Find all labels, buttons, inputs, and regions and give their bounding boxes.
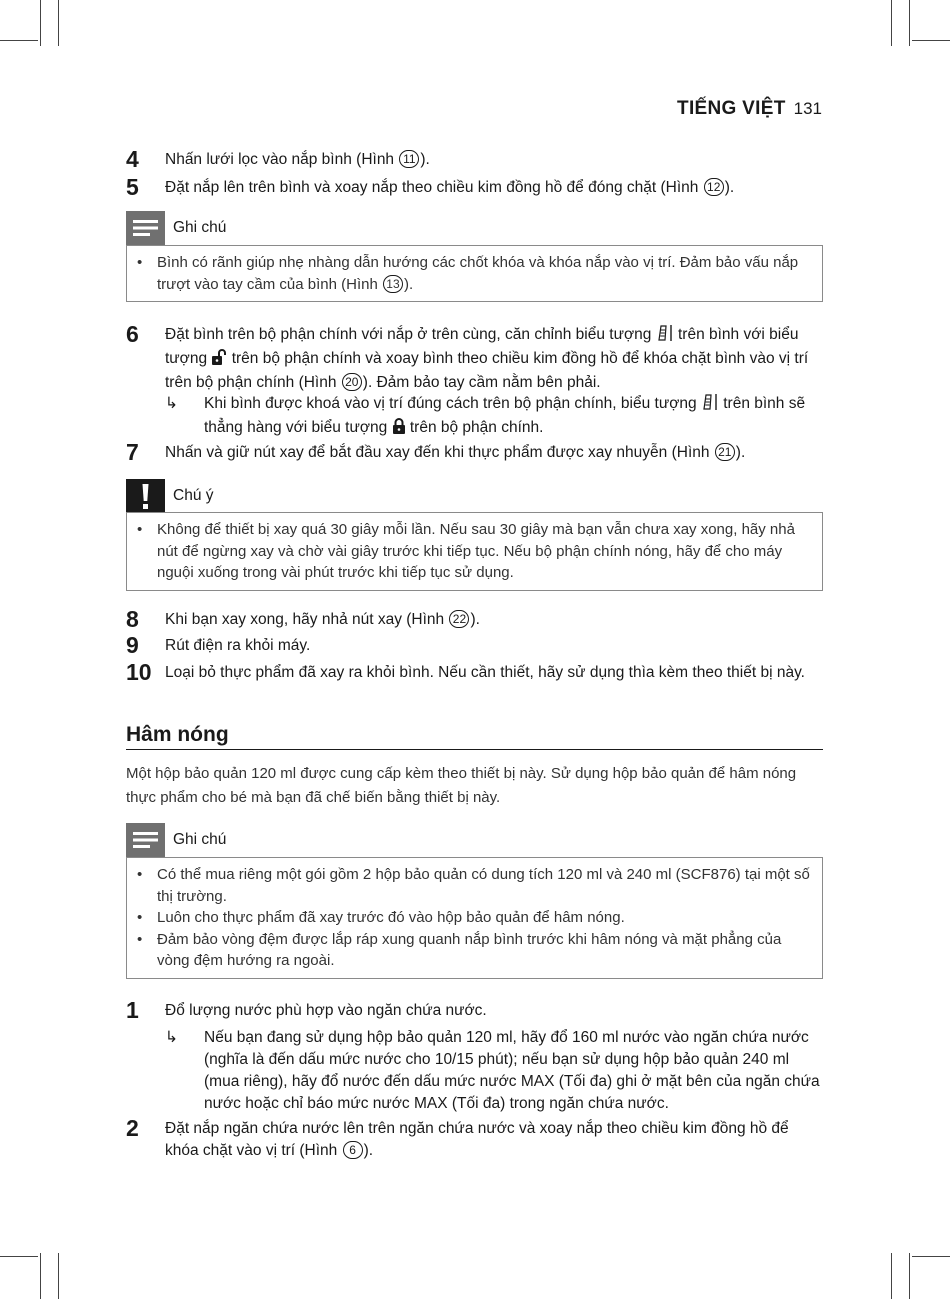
crop-mark [40, 0, 41, 46]
lock-icon [392, 418, 406, 441]
figure-ref: 20 [342, 373, 362, 391]
step-text: Đổ lượng nước phù hợp vào ngăn chứa nước. [165, 1002, 487, 1019]
note-box [126, 245, 823, 302]
step-number: 7 [126, 439, 139, 465]
caution-label: Chú ý [173, 487, 214, 504]
note-item: • Luôn cho thực phẩm đã xay trước đó vào hộp bảo quản để hâm nóng. [157, 907, 812, 929]
note-item [157, 252, 812, 295]
crop-mark [912, 40, 950, 41]
step-text: Rút điện ra khỏi máy. [165, 637, 311, 654]
figure-ref: 6 [343, 1141, 363, 1159]
caution-icon [126, 479, 165, 513]
jar-align-icon [656, 325, 674, 348]
step-text: Loại bỏ thực phẩm đã xay ra khỏi bình. Nếu cần thiết, hãy sử dụng thìa kèm theo thiết bị này. [165, 664, 805, 681]
step-6 [126, 321, 823, 394]
step-text-end: ). [735, 444, 746, 461]
note-header [126, 211, 823, 245]
step-7 [126, 439, 823, 465]
step-text-end: ). [420, 151, 430, 168]
jar-align-icon [701, 394, 719, 417]
step-5 [126, 174, 823, 200]
note-icon [126, 211, 165, 245]
step-text: Nhấn lưới lọc vào nắp bình (Hình [165, 151, 399, 168]
step-8 [126, 606, 823, 632]
step-text-end: ). [470, 611, 480, 628]
note-item: • Có thể mua riêng một gói gồm 2 hộp bảo quản có dung tích 120 ml và 240 ml (SCF876) tại một số thị trường. [157, 864, 812, 907]
note-box [126, 857, 823, 979]
step-text: Đặt nắp ngăn chứa nước lên trên ngăn chứa nước và xoay nắp theo chiều kim đồng hồ để khóa chặt vào vị trí (Hình [165, 1120, 789, 1159]
step-4 [126, 146, 823, 172]
step-6-result [165, 393, 823, 441]
step-number: 1 [126, 997, 139, 1023]
crop-mark [40, 1253, 41, 1299]
section-intro: Một hộp bảo quản 120 ml được cung cấp kèm theo thiết bị này. Sử dụng hộp bảo quản để hâm nóng thực phẩm cho bé mà bạn đã chế biến bằng thiết bị này. [126, 765, 797, 806]
step-text-2: trên bình với biểu tượng [165, 326, 799, 367]
note-label: Ghi chú [173, 219, 227, 236]
figure-ref: 22 [449, 610, 469, 628]
page-header [677, 98, 822, 120]
caution-header [126, 479, 823, 513]
crop-mark [909, 1253, 910, 1299]
note-icon [126, 823, 165, 857]
page-number: 131 [793, 99, 822, 118]
result-text-3: trên bộ phận chính. [405, 419, 544, 436]
note-header [126, 823, 823, 857]
step-text-4: ). Đảm bảo tay cầm nằm bên phải. [362, 374, 601, 391]
note-text-end: ). [403, 275, 414, 293]
figure-ref: 21 [715, 443, 735, 461]
step-number: 2 [126, 1115, 139, 1141]
step-text-end: ). [724, 179, 735, 196]
result-text-2: trên bình sẽ thẳng hàng với biểu tượng [204, 395, 806, 436]
step-number: 5 [126, 174, 139, 200]
result-text: Khi bình được khoá vào vị trí đúng cách trên bộ phận chính, biểu tượng [204, 395, 701, 412]
step-text: Nhấn và giữ nút xay để bắt đầu xay đến khi thực phẩm được xay nhuyễn (Hình [165, 444, 714, 461]
crop-mark [909, 0, 910, 46]
crop-mark [58, 0, 59, 46]
step-number: 4 [126, 146, 139, 172]
warm-step-2 [126, 1115, 823, 1162]
result-arrow-icon: ↳ [165, 395, 178, 412]
crop-mark [0, 40, 38, 41]
result-text: Nếu bạn đang sử dụng hộp bảo quản 120 ml, hãy đổ 160 ml nước vào ngăn chứa nước (nghĩa là đến dấu mức nước cho 10/15 phút); nếu bạn sử dụng hộp bảo quản 240 ml (mua riêng), hãy đổ nước đến dấu mức nước MAX (Tối đa) ghi ở mặt bên của ngăn chứa nước hoặc chỉ báo mức nước MAX (Tối đa) trong ngăn chứa nước. [204, 1029, 820, 1112]
step-text: Đặt nắp lên trên bình và xoay nắp theo chiều kim đồng hồ để đóng chặt (Hình [165, 179, 703, 196]
step-10 [126, 659, 823, 685]
section-title: Hâm nóng [126, 723, 823, 750]
step-number: 10 [126, 659, 152, 685]
result-arrow-icon: ↳ [165, 1029, 178, 1046]
figure-ref: 12 [704, 178, 724, 196]
figure-ref: 11 [399, 150, 419, 168]
crop-mark [891, 1253, 892, 1299]
caution-item: • Không để thiết bị xay quá 30 giây mỗi lần. Nếu sau 30 giây mà bạn vẫn chưa xay xong, hãy nhả nút để ngừng xay và chờ vài giây trước khi tiếp tục. Nếu bộ phận chính nóng, hãy để cho máy nguội xuống trong vài phút trước khi tiếp tục sử dụng. [157, 519, 812, 584]
step-number: 8 [126, 606, 139, 632]
step-number: 9 [126, 632, 139, 658]
figure-ref: 13 [383, 275, 403, 293]
step-text: Khi bạn xay xong, hãy nhả nút xay (Hình [165, 611, 449, 628]
crop-mark [58, 1253, 59, 1299]
step-9 [126, 632, 823, 658]
step-number: 6 [126, 321, 139, 347]
unlock-icon [211, 349, 227, 372]
step-text-3: trên bộ phận chính và xoay bình theo chiều kim đồng hồ để khóa chặt bình vào vị trí trên bộ phận chính (Hình [165, 350, 809, 391]
crop-mark [0, 1256, 38, 1257]
crop-mark [912, 1256, 950, 1257]
warm-step-1-result [165, 1027, 823, 1115]
note-label: Ghi chú [173, 831, 227, 848]
crop-mark [891, 0, 892, 46]
step-text-end: ). [363, 1142, 374, 1159]
note-text: Bình có rãnh giúp nhẹ nhàng dẫn hướng các chốt khóa và khóa nắp vào vị trí. Đảm bảo vấu nắp trượt vào tay cầm của bình (Hình [157, 254, 799, 293]
caution-box [126, 512, 823, 591]
note-item: • Đảm bảo vòng đệm được lắp ráp xung quanh nắp bình trước khi hâm nóng và mặt phẳng của vòng đệm hướng ra ngoài. [157, 929, 812, 972]
language-label: TIẾNG VIỆT [677, 98, 786, 119]
step-text: Đặt bình trên bộ phận chính với nắp ở trên cùng, căn chỉnh biểu tượng [165, 326, 656, 343]
warm-step-1 [126, 997, 823, 1023]
